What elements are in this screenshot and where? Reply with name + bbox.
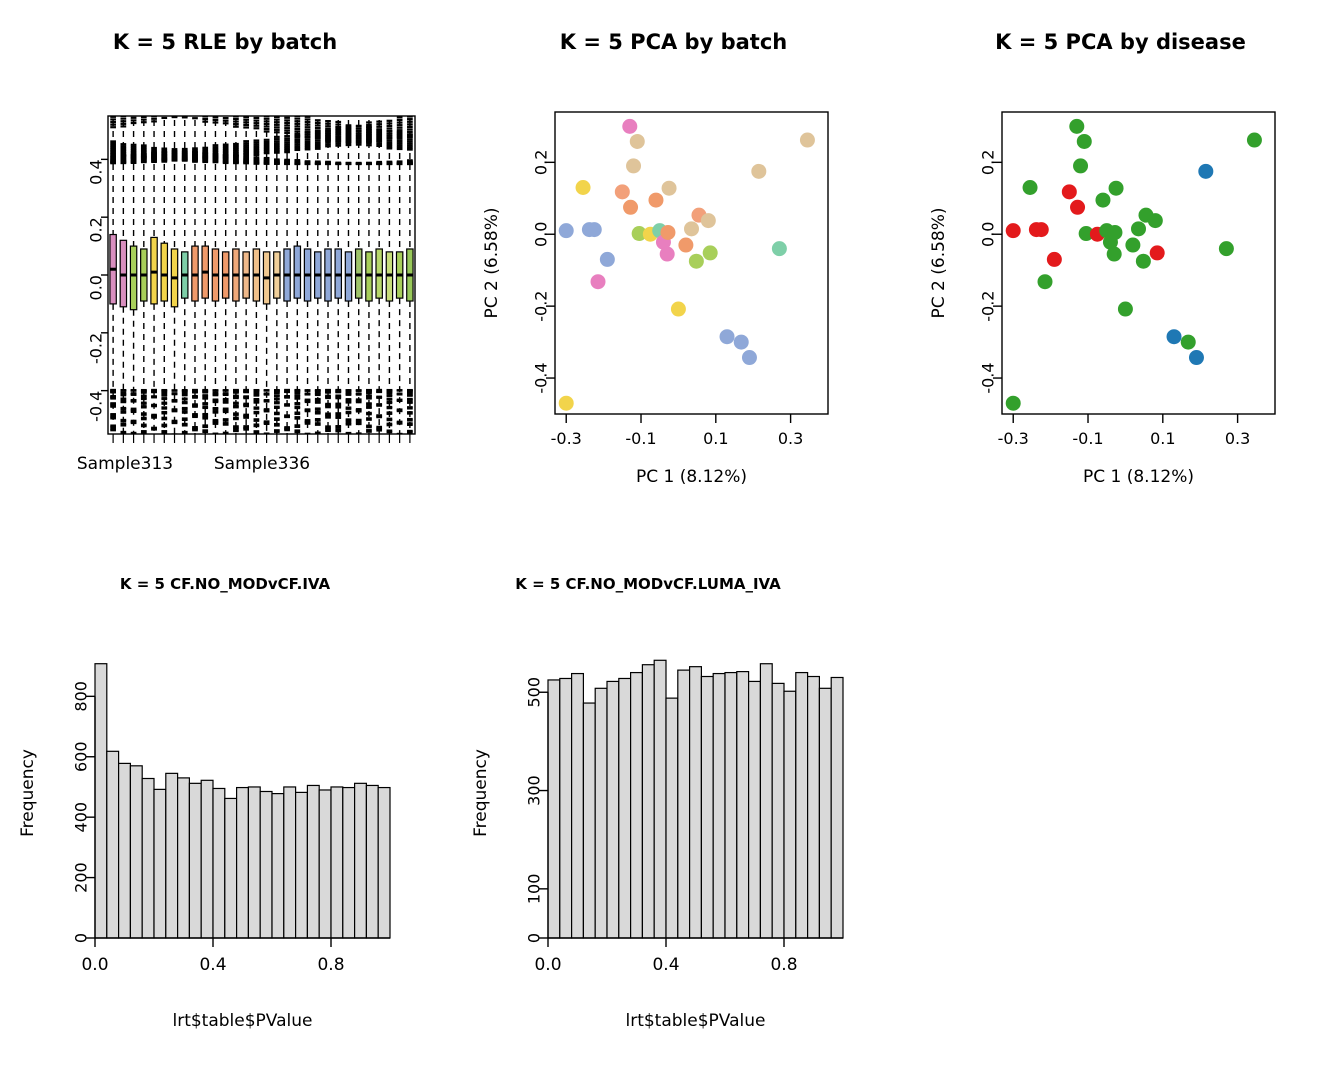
svg-text:PC 1 (8.12%): PC 1 (8.12%) xyxy=(1082,467,1195,487)
svg-text:0: 0 xyxy=(524,932,544,944)
svg-text:0.4: 0.4 xyxy=(199,955,227,975)
pca-disease-plot xyxy=(897,54,1344,524)
hist2-panel-title: K = 5 CF.NO_MODvCF.LUMA_IVA xyxy=(515,575,781,593)
svg-text:-0.2: -0.2 xyxy=(86,332,106,365)
svg-text:0.8: 0.8 xyxy=(317,955,345,975)
panel-hist-cf-no-mod-v-cf-iva xyxy=(0,545,450,1075)
svg-text:Sample336: Sample336 xyxy=(213,454,311,474)
svg-text:200: 200 xyxy=(71,862,91,893)
svg-text:-0.3: -0.3 xyxy=(550,429,582,448)
svg-text:0.4: 0.4 xyxy=(652,955,680,975)
rle-plot xyxy=(0,54,450,494)
svg-text:0.3: 0.3 xyxy=(1224,429,1251,448)
svg-text:0.1: 0.1 xyxy=(703,429,729,448)
svg-text:PC 2 (6.58%): PC 2 (6.58%) xyxy=(929,207,949,319)
panel-rle-by-batch xyxy=(0,0,450,520)
pca-disease-panel-title: K = 5 PCA by disease xyxy=(995,30,1246,54)
svg-text:0.8: 0.8 xyxy=(770,955,798,975)
svg-text:-0.2: -0.2 xyxy=(978,290,998,322)
svg-text:0.0: 0.0 xyxy=(86,275,106,301)
svg-text:-0.2: -0.2 xyxy=(531,290,551,322)
svg-text:400: 400 xyxy=(71,801,91,833)
svg-text:0.0: 0.0 xyxy=(978,221,998,247)
svg-text:0.1: 0.1 xyxy=(1150,429,1176,448)
svg-text:Sample313: Sample313 xyxy=(76,454,174,474)
svg-text:0.2: 0.2 xyxy=(86,217,106,243)
svg-text:Frequency: Frequency xyxy=(471,749,491,837)
svg-text:-0.1: -0.1 xyxy=(1072,429,1104,448)
svg-text:-0.1: -0.1 xyxy=(625,429,657,448)
hist1-plot xyxy=(0,593,450,1073)
svg-text:0.2: 0.2 xyxy=(978,149,998,176)
svg-text:500: 500 xyxy=(524,676,544,708)
svg-text:0.3: 0.3 xyxy=(777,429,804,448)
pca-batch-plot xyxy=(450,54,897,524)
panel-pca-by-batch xyxy=(450,0,897,520)
svg-text:-0.4: -0.4 xyxy=(531,362,551,394)
svg-text:lrt$table$PValue: lrt$table$PValue xyxy=(625,1011,766,1031)
svg-text:0.4: 0.4 xyxy=(86,159,106,185)
svg-text:0.0: 0.0 xyxy=(81,955,109,975)
svg-text:0.0: 0.0 xyxy=(534,955,562,975)
svg-text:100: 100 xyxy=(524,873,544,905)
svg-text:0.0: 0.0 xyxy=(531,221,551,247)
hist1-panel-title: K = 5 CF.NO_MODvCF.IVA xyxy=(119,575,331,593)
svg-text:Frequency: Frequency xyxy=(18,749,38,837)
panel-hist-cf-no-mod-v-cf-luma-iva xyxy=(413,545,883,1075)
svg-text:-0.3: -0.3 xyxy=(997,429,1029,448)
svg-text:0: 0 xyxy=(71,932,91,944)
svg-text:600: 600 xyxy=(71,741,91,773)
svg-text:800: 800 xyxy=(71,681,91,712)
svg-text:PC 2 (6.58%): PC 2 (6.58%) xyxy=(482,207,502,319)
hist2-plot xyxy=(413,593,883,1073)
svg-text:-0.4: -0.4 xyxy=(86,390,106,422)
svg-text:lrt$table$PValue: lrt$table$PValue xyxy=(172,1011,313,1031)
svg-text:-0.4: -0.4 xyxy=(978,362,998,394)
rle-panel-title: K = 5 RLE by batch xyxy=(112,30,338,54)
svg-text:300: 300 xyxy=(524,775,544,806)
svg-text:PC 1 (8.12%): PC 1 (8.12%) xyxy=(635,467,748,487)
svg-text:0.2: 0.2 xyxy=(531,149,551,176)
panel-pca-by-disease xyxy=(897,0,1344,520)
pca-batch-panel-title: K = 5 PCA by batch xyxy=(559,30,788,54)
